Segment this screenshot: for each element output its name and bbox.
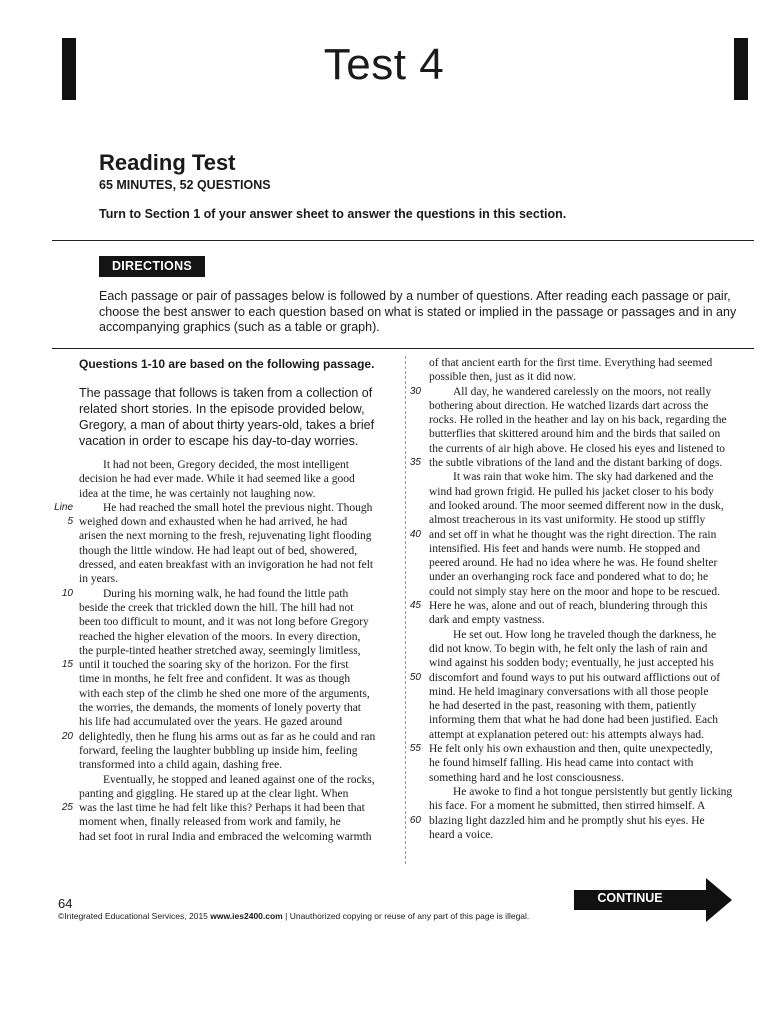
- passage-line-text: he found himself falling. His head came into contact with: [429, 757, 694, 770]
- divider-passage: [52, 348, 754, 349]
- passage-line-text: It was rain that woke him. The sky had darkened and the: [453, 471, 714, 484]
- passage-line-text: idea at the time, he was certainly not laughing now.: [79, 487, 316, 500]
- test-title: Test 4: [323, 40, 445, 89]
- passage-line-text: something hard and he lost consciousness.: [429, 771, 624, 784]
- directions-text: Each passage or pair of passages below is followed by a number of questions. After reading each passage or pair, choose the best answer to each question based on what is stated or implied in the passage or passages and in any accompanying graphics (such as a table or graph).: [99, 289, 737, 334]
- passage-line-text: Eventually, he stopped and leaned against one of the rocks,: [103, 773, 375, 786]
- page-number: 64: [58, 896, 73, 911]
- passage-line-text: had set foot in rural India and embraced the welcoming warmth: [79, 830, 372, 843]
- line-number: Line: [54, 501, 73, 513]
- passage-line-text: the subtle vibrations of the land and the distant barking of dogs.: [429, 457, 723, 470]
- divider-top: [52, 240, 754, 241]
- passage-line-text: moment when, finally released from work and family, he: [79, 816, 341, 829]
- line-number: 5: [67, 516, 73, 528]
- passage-line: [79, 558, 404, 572]
- passage-line-text: possible then, just as it did now.: [429, 371, 576, 384]
- passage-line-text: decision he had ever made. While it had seemed like a good: [79, 473, 355, 486]
- passage-line: [79, 687, 404, 701]
- passage-line-text: informing them that what he had done had been justified. Each: [429, 714, 719, 727]
- continue-label: CONTINUE: [597, 891, 663, 905]
- passage-line: [79, 672, 404, 686]
- passage-line-text: discomfort and found ways to put his outward afflictions out of: [429, 671, 721, 684]
- passage-line-text: until it touched the soaring sky of the horizon. For the first: [79, 659, 349, 672]
- footer-separator: |: [285, 911, 288, 921]
- passage-line-text: attempt at explanation petered out: his attempts always had.: [429, 728, 704, 741]
- line-number: 55: [409, 743, 421, 755]
- passage-line: [79, 715, 404, 729]
- passage-line-text: wind against his sodden body; eventually, he just accepted his: [429, 657, 714, 670]
- passage-line-text: the currents of air high above. He closed his eyes and listened to: [429, 442, 726, 455]
- passage-line-text: his face. For a moment he submitted, then stirred himself. A: [429, 800, 706, 813]
- passage-line: [429, 470, 759, 484]
- passage-line: [79, 487, 404, 501]
- website-text: www.ies2400.com: [210, 911, 283, 921]
- line-number: 10: [61, 587, 73, 599]
- passage-line-text: Here he was, alone and out of reach, blundering through this: [429, 600, 708, 613]
- passage-line: [54, 501, 404, 515]
- passage-line: [429, 613, 759, 627]
- passage-line-text: could not simply stay here on the moor and hope to be rescued.: [429, 585, 720, 598]
- passage-line: [61, 730, 404, 744]
- passage-line: [429, 628, 759, 642]
- passage-line-text: He felt only his own exhaustion and then, quite unexpectedly,: [429, 743, 713, 756]
- passage-line: [79, 758, 404, 772]
- passage-line: [429, 556, 759, 570]
- passage-line: [79, 744, 404, 758]
- passage-line-text: He awoke to find a hot tongue persistently but gently licking: [453, 785, 733, 798]
- passage-line-text: been too difficult to mount, and it was not long before Gregory: [79, 616, 369, 629]
- section-subtitle: 65 MINUTES, 52 QUESTIONS: [99, 178, 271, 192]
- passage-line-text: butterflies that skittered around him and the birds that sailed on: [429, 428, 721, 441]
- passage-line: [61, 587, 404, 601]
- passage-line: [429, 413, 759, 427]
- passage-line: [429, 542, 759, 556]
- passage-line-text: transformed into a child again, dashing free.: [79, 759, 283, 772]
- passage-line: [429, 356, 759, 370]
- line-number: 40: [409, 528, 421, 540]
- passage-line: [429, 642, 759, 656]
- passage-line-text: of that ancient earth for the first time. Everything had seemed: [429, 357, 713, 369]
- passage-line: [79, 544, 404, 558]
- passage-line: [429, 442, 759, 456]
- passage-line-text: intensified. His feet and hands were numb. He stopped and: [429, 542, 701, 555]
- line-number: 20: [61, 730, 73, 742]
- passage-line: [79, 601, 404, 615]
- passage-line-text: reached the higher elevation of the moors. In every direction,: [79, 630, 361, 643]
- passage-line: [429, 656, 759, 670]
- passage-line: [79, 458, 404, 472]
- passage-line-text: the purple-tinted heather stretched away, seemingly limitless,: [79, 644, 361, 657]
- passage-line: [429, 785, 759, 799]
- passage-column-left: [54, 458, 404, 844]
- passage-line: [79, 572, 404, 586]
- passage-line: [79, 815, 404, 829]
- passage-line: [409, 814, 759, 828]
- passage-line-text: with each step of the climb he shed one more of the arguments,: [79, 687, 370, 700]
- passage-line-text: did not know. To begin with, he felt only the lash of rain and: [429, 642, 708, 655]
- passage-line: [429, 427, 759, 441]
- passage-line: [61, 801, 404, 815]
- passage-line: [79, 773, 404, 787]
- passage-line-text: time in months, he felt free and confident. It was as though: [79, 673, 351, 686]
- passage-line: [429, 485, 759, 499]
- passage-line: [67, 515, 404, 529]
- passage-line-text: He had reached the small hotel the previous night. Though: [103, 501, 373, 514]
- passage-line: [429, 799, 759, 813]
- passage-line: [429, 513, 759, 527]
- copyright-text: ©Integrated Educational Services, 2015: [58, 911, 208, 921]
- passage-line: [429, 756, 759, 770]
- passage-line: [61, 658, 404, 672]
- line-number: 60: [409, 814, 421, 826]
- passage-line-text: beside the creek that trickled down the hill. The hill had not: [79, 601, 354, 614]
- passage-line: [429, 713, 759, 727]
- passage-line: [79, 701, 404, 715]
- line-number: 30: [409, 385, 421, 397]
- passage-line-text: in years.: [79, 573, 118, 586]
- passage-line-text: heard a voice.: [429, 828, 494, 841]
- passage-line-text: and looked around. The moor seemed different now in the dusk,: [429, 499, 724, 512]
- passage-line: [79, 830, 404, 844]
- passage-intro: The passage that follows is taken from a collection of related short stories. In the episode provided below, Gregory, a man of about thirty years-old, takes a brief vacation in order to escape his day-to-day worries.: [79, 386, 375, 448]
- passage-line-text: and set off in what he thought was the right direction. The rain: [429, 528, 717, 541]
- passage-line: [429, 685, 759, 699]
- passage-line: [79, 529, 404, 543]
- passage-line-text: mind. He held imaginary conversations with all those people: [429, 685, 709, 698]
- directions-label: DIRECTIONS: [99, 256, 205, 277]
- passage-line-text: dark and empty vastness.: [429, 614, 545, 627]
- passage-line-text: bothering about direction. He watched lizards dart across the: [429, 399, 709, 412]
- passage-line: [429, 370, 759, 384]
- passage-line: [409, 671, 759, 685]
- passage-line: [429, 499, 759, 513]
- passage-line: [429, 828, 759, 842]
- line-number: 15: [61, 659, 73, 671]
- passage-line-text: panting and giggling. He stared up at the clear light. When: [79, 787, 349, 800]
- passage-line-text: During his morning walk, he had found the little path: [103, 587, 349, 600]
- line-number: 35: [409, 457, 421, 469]
- passage-line: [409, 528, 759, 542]
- line-number: 50: [409, 671, 421, 683]
- passage-line: [429, 585, 759, 599]
- passage-line-text: delightedly, then he flung his arms out as far as he could and ran: [79, 730, 376, 743]
- passage-line-text: his life had accumulated over the years. He gazed around: [79, 716, 343, 729]
- passage-line: [79, 472, 404, 486]
- section-title: Reading Test: [99, 150, 236, 175]
- passage-line-text: rocks. He rolled in the heather and lay on his back, regarding the: [429, 414, 727, 427]
- passage-line-text: He set out. How long he traveled though the darkness, he: [453, 628, 717, 641]
- passage-line-text: wind had grown frigid. He pulled his jacket closer to his body: [429, 485, 714, 498]
- passage-line-text: though the little window. He had leapt out of bed, showered,: [79, 544, 358, 557]
- passage-line-text: he had deserted in the past, reasoning with them, patiently: [429, 700, 697, 713]
- passage-line: [429, 570, 759, 584]
- copyright-notice: Unauthorized copying or reuse of any part of this page is illegal.: [289, 911, 530, 921]
- footer-copyright: [58, 911, 529, 921]
- passage-line-text: the worries, the demands, the moments of lonely poverty that: [79, 702, 362, 715]
- questions-heading: Questions 1-10 are based on the following passage.: [79, 357, 375, 371]
- passage-line-text: arisen the next morning to the fresh, rejuvenating light flooding: [79, 530, 372, 543]
- passage-line-text: dressed, and eaten breakfast with an invigoration he had not felt: [79, 559, 374, 572]
- passage-line-text: It had not been, Gregory decided, the most intelligent: [103, 459, 349, 471]
- passage-line: [79, 787, 404, 801]
- passage-line-text: almost treacherous in its vast uniformity. He stood up stiffly: [429, 514, 706, 527]
- passage-line-text: under an overhanging rock face and pondered what to do; he: [429, 571, 709, 584]
- passage-line: [429, 771, 759, 785]
- passage-line: [79, 630, 404, 644]
- passage-line-text: blazing light dazzled him and he promptly shut his eyes. He: [429, 814, 705, 827]
- passage-line-text: peered around. He had no idea where he was. He found shelter: [429, 557, 718, 570]
- passage-line: [429, 399, 759, 413]
- passage-line: [409, 599, 759, 613]
- line-number: 25: [61, 802, 73, 814]
- passage-line: [79, 644, 404, 658]
- line-number: 45: [409, 600, 421, 612]
- passage-line: [79, 615, 404, 629]
- passage-line: [409, 742, 759, 756]
- passage-line: [429, 699, 759, 713]
- passage-column-right: [409, 356, 759, 842]
- passage-line: [409, 385, 759, 399]
- passage-line-text: forward, feeling the laughter bubbling up inside him, feeling: [79, 744, 358, 757]
- answer-sheet-instruction: Turn to Section 1 of your answer sheet to answer the questions in this section.: [99, 207, 567, 221]
- passage-line: [409, 456, 759, 470]
- passage-line-text: weighed down and exhausted when he had arrived, he had: [79, 516, 348, 529]
- passage-line-text: All day, he wandered carelessly on the moors, not really: [453, 385, 712, 398]
- passage-line-text: was the last time he had felt like this? Perhaps it had been that: [79, 802, 365, 815]
- passage-line: [429, 728, 759, 742]
